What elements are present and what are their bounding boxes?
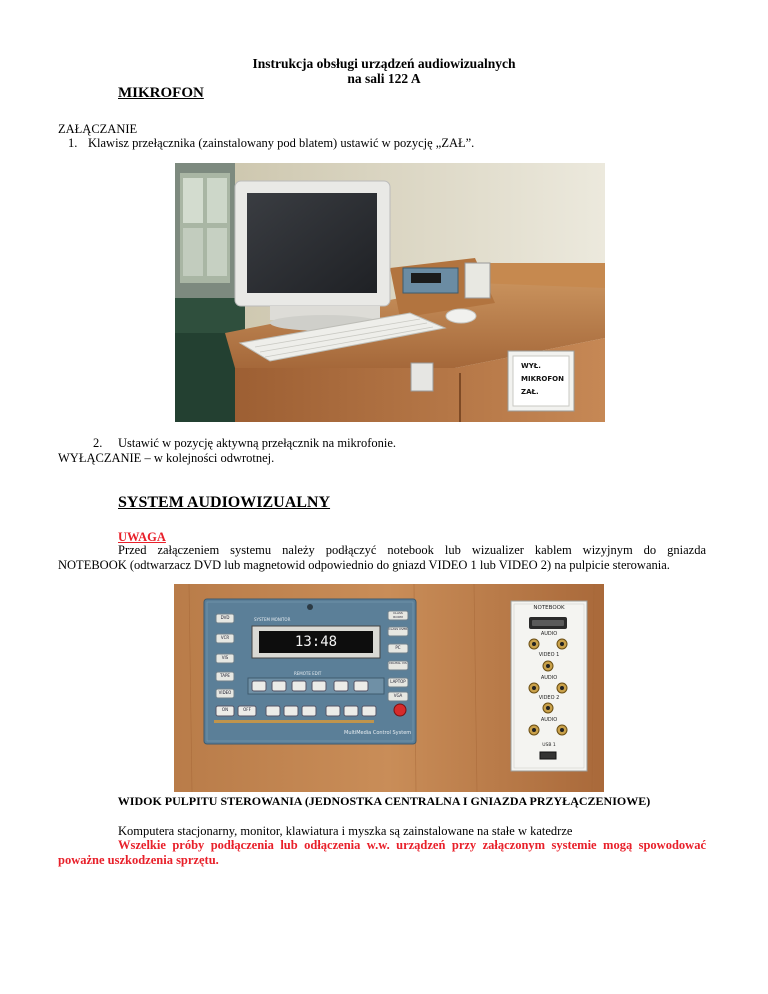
panel-button-pc: PC: [395, 645, 401, 650]
switch-label-off: WYŁ.: [521, 362, 541, 370]
warning-text-line1: Przed załączeniem systemu należy podłączyć notebook lub wizualizer kablem wizyjnym do gniazda: [118, 543, 706, 557]
document-title-line2: na sali 122 A: [347, 71, 421, 86]
control-panel-photo: [174, 584, 604, 792]
panel-button-tape: TAPE: [220, 673, 230, 678]
microphone-heading: MIKROFON: [118, 85, 204, 101]
step1-number: 1.: [68, 136, 78, 150]
socket-label-audio-1: AUDIO: [540, 631, 558, 637]
document-title-line1: Instrukcja obsługi urządzeń audiowizualnych: [252, 56, 516, 71]
panel-button-laptop: LAPTOP: [390, 679, 406, 684]
desk-photo: [175, 163, 605, 422]
warning-label: UWAGA: [118, 530, 166, 544]
panel-button-vga: VGA: [393, 693, 403, 698]
panel-button-video: VIDEO: [218, 690, 232, 695]
panel-button-off: OFF: [243, 707, 251, 712]
panel-brand: MultiMedia Control System: [344, 730, 412, 736]
danger-text-line1: Wszelkie próby podłączenia lub odłączenia w.w. urządzeń przy załączonym systemie mogą spowodować: [118, 838, 706, 852]
switch-label-on: ZAŁ.: [521, 388, 539, 396]
panel-button-on: ON: [221, 707, 229, 712]
panel-button-digital-vis: DIGITAL VIS: [389, 661, 407, 665]
control-panel-caption: WIDOK PULPITU STEROWANIA (JEDNOSTKA CENTRALNA I GNIAZDA PRZYŁĄCZENIOWE): [117, 794, 651, 808]
socket-label-audio-3: AUDIO: [540, 717, 558, 723]
step1-text: Klawisz przełącznika (zainstalowany pod blatem) ustawić w pozycję „ZAŁ”.: [88, 136, 475, 150]
step2-number: 2.: [93, 436, 103, 450]
panel-system-monitor-label: SYSTEM MONITOR: [254, 617, 291, 622]
panel-display: 13:48: [294, 634, 338, 650]
switch-label: [521, 360, 564, 399]
panel-button-class-over: CLASS OVER: [388, 627, 408, 631]
socket-label-video-2: VIDEO 2: [538, 695, 560, 701]
warning-text-line2: NOTEBOOK (odtwarzacz DVD lub magnetowid odpowiednio do gniazd VIDEO 1 lub VIDEO 2) na pulpicie sterowania.: [58, 558, 670, 572]
microphone-off-text: WYŁĄCZANIE – w kolejności odwrotnej.: [58, 451, 275, 465]
panel-button-class-room: CLASS ROOM: [393, 611, 403, 619]
socket-label-usb: USB 1: [542, 743, 556, 748]
panel-button-vcr: VCR: [220, 635, 230, 640]
switch-label-mic: MIKROFON: [521, 375, 564, 383]
system-heading: SYSTEM AUDIOWIZUALNY: [118, 494, 331, 511]
socket-label-video-1: VIDEO 1: [538, 652, 560, 658]
note-text: Komputera stacjonarny, monitor, klawiatura i myszka są zainstalowane na stałe w katedrze: [118, 824, 573, 838]
step2-text: Ustawić w pozycję aktywną przełącznik na mikrofonie.: [118, 436, 397, 450]
danger-text-line2: poważne uszkodzenia sprzętu.: [58, 853, 219, 867]
socket-label-notebook: NOTEBOOK: [533, 605, 565, 611]
panel-button-vis: VIS: [221, 655, 229, 660]
microphone-on-label: ZAŁĄCZANIE: [58, 122, 138, 136]
socket-label-audio-2: AUDIO: [540, 675, 558, 681]
panel-remote-edit-label: REMOTE EDIT: [294, 671, 322, 676]
panel-button-dvd: DVD: [220, 615, 230, 620]
